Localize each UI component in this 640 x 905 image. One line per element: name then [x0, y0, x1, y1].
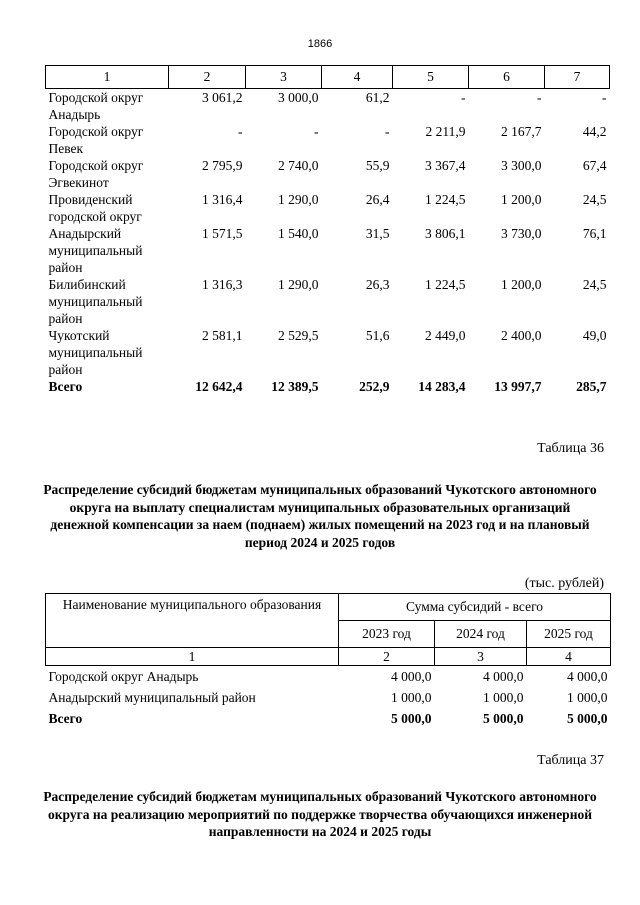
table-row [46, 687, 611, 708]
column-number-row [46, 66, 610, 89]
cell-value: 4 000,0 [567, 669, 608, 684]
cell-value: 1 224,5 [425, 192, 466, 207]
cell-value: 51,6 [365, 328, 390, 343]
cell-value: 3 000,0 [278, 90, 319, 105]
cell-value: 1 000,0 [483, 690, 524, 705]
cell-value: 3 300,0 [501, 158, 542, 173]
cell-value: 3 367,4 [425, 158, 466, 173]
cell-value: - [238, 124, 243, 139]
col-number: 4 [527, 648, 611, 666]
cell-value: 2 449,0 [425, 328, 466, 343]
col-number: 3 [435, 648, 527, 666]
cell-value: - [461, 90, 466, 105]
total-row [46, 378, 610, 395]
cell-value: 1 000,0 [567, 690, 608, 705]
table-row [46, 191, 610, 225]
cell-value: 1 200,0 [501, 277, 542, 292]
year-header: 2024 год [435, 621, 527, 648]
year-header: 2025 год [527, 621, 611, 648]
cell-value: 2 740,0 [278, 158, 319, 173]
municipality-name: Городской округ Эгвекинот [48, 158, 144, 190]
total-value: 285,7 [576, 379, 607, 394]
total-value: 13 997,7 [494, 379, 542, 394]
units-label: (тыс. рублей) [524, 576, 604, 591]
col-number: 4 [322, 66, 393, 89]
cell-value: 2 167,7 [501, 124, 542, 139]
cell-value: 1 290,0 [278, 277, 319, 292]
cell-value: 55,9 [365, 158, 390, 173]
col-number: 2 [339, 648, 435, 666]
page-number: 1866 [307, 38, 333, 50]
table-36-label: Таблица 36 [537, 441, 604, 456]
municipality-name: Чукотский муниципальный район [48, 328, 143, 377]
col-number: 5 [393, 66, 469, 89]
year-header: 2023 год [339, 621, 435, 648]
table-36-title: Распределение субсидий бюджетам муниципальных образований Чукотского автономного округа на выплату специалистам муниципальных образовательных организаций денежной компенсации за наем (поднаем) жилых помещений на 2023 год и на плановый период 2024 и 2025 годов [43, 482, 597, 550]
subsidy-table-36 [45, 593, 611, 729]
municipality-name: Билибинский муниципальный район [48, 277, 143, 326]
total-value: 5 000,0 [567, 711, 608, 726]
cell-value: 44,2 [582, 124, 607, 139]
cell-value: - [537, 90, 542, 105]
municipality-name: Городской округ Анадырь [48, 90, 144, 122]
col-number: 7 [545, 66, 610, 89]
header-row [46, 594, 611, 621]
cell-value: 2 795,9 [202, 158, 243, 173]
total-value: 12 389,5 [271, 379, 319, 394]
table-row [46, 89, 610, 124]
cell-value: - [314, 124, 319, 139]
total-value: 12 642,4 [195, 379, 243, 394]
cell-value: 1 571,5 [202, 226, 243, 241]
col-number: 6 [469, 66, 545, 89]
municipality-name: Городской округ Певек [48, 124, 144, 156]
cell-value: 3 061,2 [202, 90, 243, 105]
col-number: 1 [46, 66, 169, 89]
total-label: Всего [48, 711, 83, 726]
cell-value: 4 000,0 [391, 669, 432, 684]
total-label: Всего [48, 379, 83, 394]
municipality-name: Анадырский муниципальный район [48, 690, 256, 705]
total-value: 14 283,4 [418, 379, 466, 394]
cell-value: 49,0 [582, 328, 607, 343]
cell-value: 67,4 [582, 158, 607, 173]
cell-value: 1 290,0 [278, 192, 319, 207]
cell-value: 31,5 [365, 226, 390, 241]
cell-value: 24,5 [582, 192, 607, 207]
subsidy-table-continuation [45, 65, 610, 395]
cell-value: 1 200,0 [501, 192, 542, 207]
total-value: 5 000,0 [391, 711, 432, 726]
cell-value: 61,2 [365, 90, 390, 105]
cell-value: 1 316,3 [202, 277, 243, 292]
total-row [46, 708, 611, 729]
column-number-row [46, 648, 611, 666]
cell-value: 3 806,1 [425, 226, 466, 241]
cell-value: 3 730,0 [501, 226, 542, 241]
cell-value: 2 529,5 [278, 328, 319, 343]
col-number: 1 [46, 648, 339, 666]
col-number: 2 [169, 66, 246, 89]
cell-value: 76,1 [582, 226, 607, 241]
table-row [46, 157, 610, 191]
municipality-name: Анадырский муниципальный район [48, 226, 143, 275]
cell-value: 2 581,1 [202, 328, 243, 343]
cell-value: 26,3 [365, 277, 390, 292]
col-sum-header: Сумма субсидий - всего [339, 594, 611, 621]
cell-value: 1 540,0 [278, 226, 319, 241]
cell-value: 26,4 [365, 192, 390, 207]
table-row [46, 123, 610, 157]
cell-value: 4 000,0 [483, 669, 524, 684]
table-row [46, 666, 611, 688]
cell-value: 1 224,5 [425, 277, 466, 292]
col-number: 3 [246, 66, 322, 89]
total-value: 252,9 [359, 379, 390, 394]
table-37-title: Распределение субсидий бюджетам муниципальных образований Чукотского автономного округа на реализацию мероприятий по поддержке творчества обучающихся инженерной направленности на 2024 и 2025 годы [43, 789, 597, 839]
col-name-header: Наименование муниципального образования [46, 594, 339, 648]
table-37-label: Таблица 37 [537, 753, 604, 768]
table-row [46, 225, 610, 276]
cell-value: - [385, 124, 390, 139]
cell-value: 24,5 [582, 277, 607, 292]
cell-value: 2 211,9 [425, 124, 466, 139]
municipality-name: Городской округ Анадырь [48, 669, 199, 684]
municipality-name: Провиденский городской округ [48, 192, 142, 224]
cell-value: 1 000,0 [391, 690, 432, 705]
cell-value: - [602, 90, 607, 105]
table-row [46, 327, 610, 378]
cell-value: 2 400,0 [501, 328, 542, 343]
cell-value: 1 316,4 [202, 192, 243, 207]
table-row [46, 276, 610, 327]
total-value: 5 000,0 [483, 711, 524, 726]
